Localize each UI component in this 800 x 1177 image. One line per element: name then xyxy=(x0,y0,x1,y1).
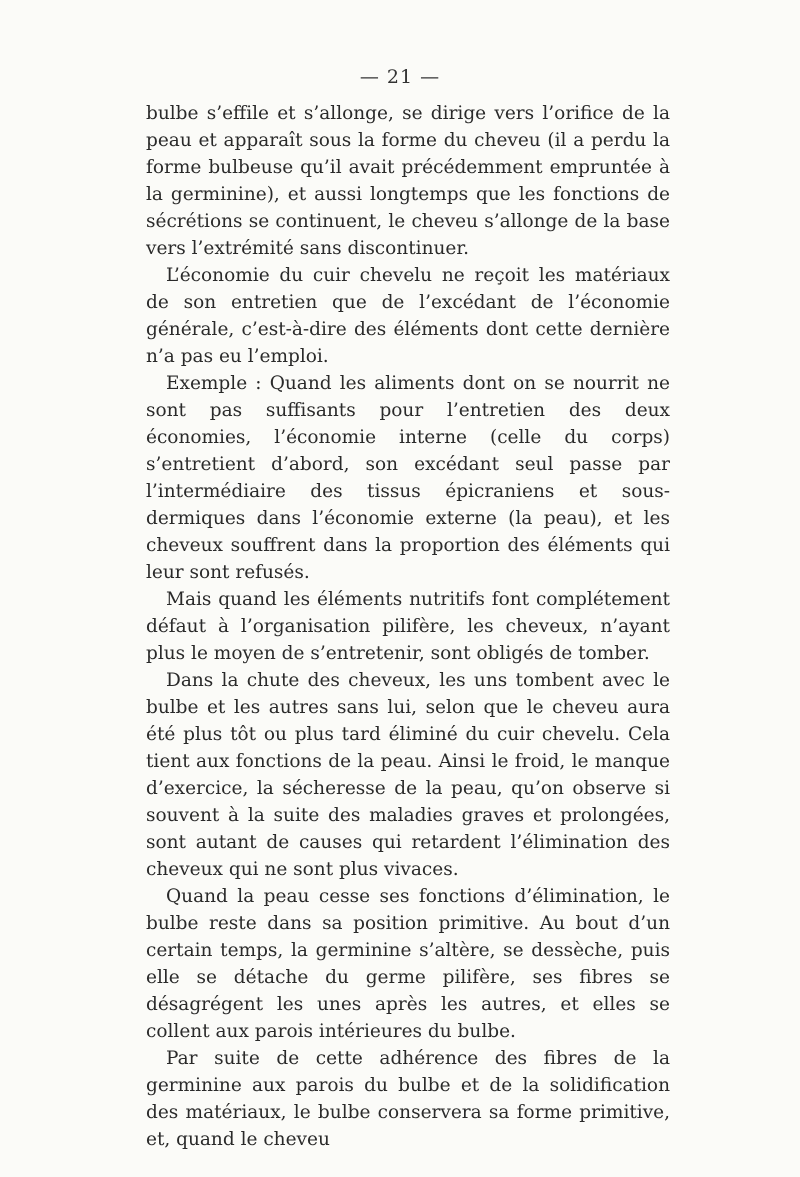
paragraph-continuation: bulbe s’effile et s’allonge, se dirige vers l’orifice de la peau et apparaît sous la forme du cheveu (il a perdu la forme bulbeuse qu’il avait précédemment empruntée à la germinine), et aussi longtemps que les fonctions de sécrétions se continuent, le cheveu s’allonge de la base vers l’extrémité sans discontinuer. xyxy=(146,103,670,259)
paragraph: Exemple : Quand les aliments dont on se nourrit ne sont pas suffisants pour l’entretien des deux économies, l’économie interne (celle du corps) s’entretient d’abord, son excédant seul passe par l’intermédiaire des tissus épicraniens et sous-dermiques dans l’économie externe (la peau), et les cheveux souffrent dans la proportion des éléments qui leur sont refusés. xyxy=(146,373,670,583)
paragraph: L’économie du cuir chevelu ne reçoit les matériaux de son entretien que de l’excédant de l’économie générale, c’est-à-dire des éléments dont cette dernière n’a pas eu l’emploi. xyxy=(146,265,670,367)
paragraph: Mais quand les éléments nutritifs font complétement défaut à l’organisation pilifère, les cheveux, n’ayant plus le moyen de s’entretenir, sont obligés de tomber. xyxy=(146,589,670,664)
page-number: — 21 — xyxy=(359,66,441,88)
paragraph: Dans la chute des cheveux, les uns tombent avec le bulbe et les autres sans lui, selon que le cheveu aura été plus tôt ou plus tard éliminé du cuir chevelu. Cela tient aux fonctions de la peau. Ainsi le froid, le manque d’exercice, la sécheresse de la peau, qu’on observe si souvent à la suite des maladies graves et prolongées, sont autant de causes qui retardent l’élimination des cheveux qui ne sont plus vivaces. xyxy=(146,670,670,880)
body-text xyxy=(146,100,670,1153)
paragraph: Quand la peau cesse ses fonctions d’élimination, le bulbe reste dans sa position primitive. Au bout d’un certain temps, la germinine s’altère, se dessèche, puis elle se détache du germe pilifère, ses fibres se désagrégent les unes après les autres, et elles se collent aux parois intérieures du bulbe. xyxy=(146,886,670,1042)
paragraph: Par suite de cette adhérence des fibres de la germinine aux parois du bulbe et de la solidification des matériaux, le bulbe conservera sa forme primitive, et, quand le cheveu xyxy=(146,1048,670,1150)
